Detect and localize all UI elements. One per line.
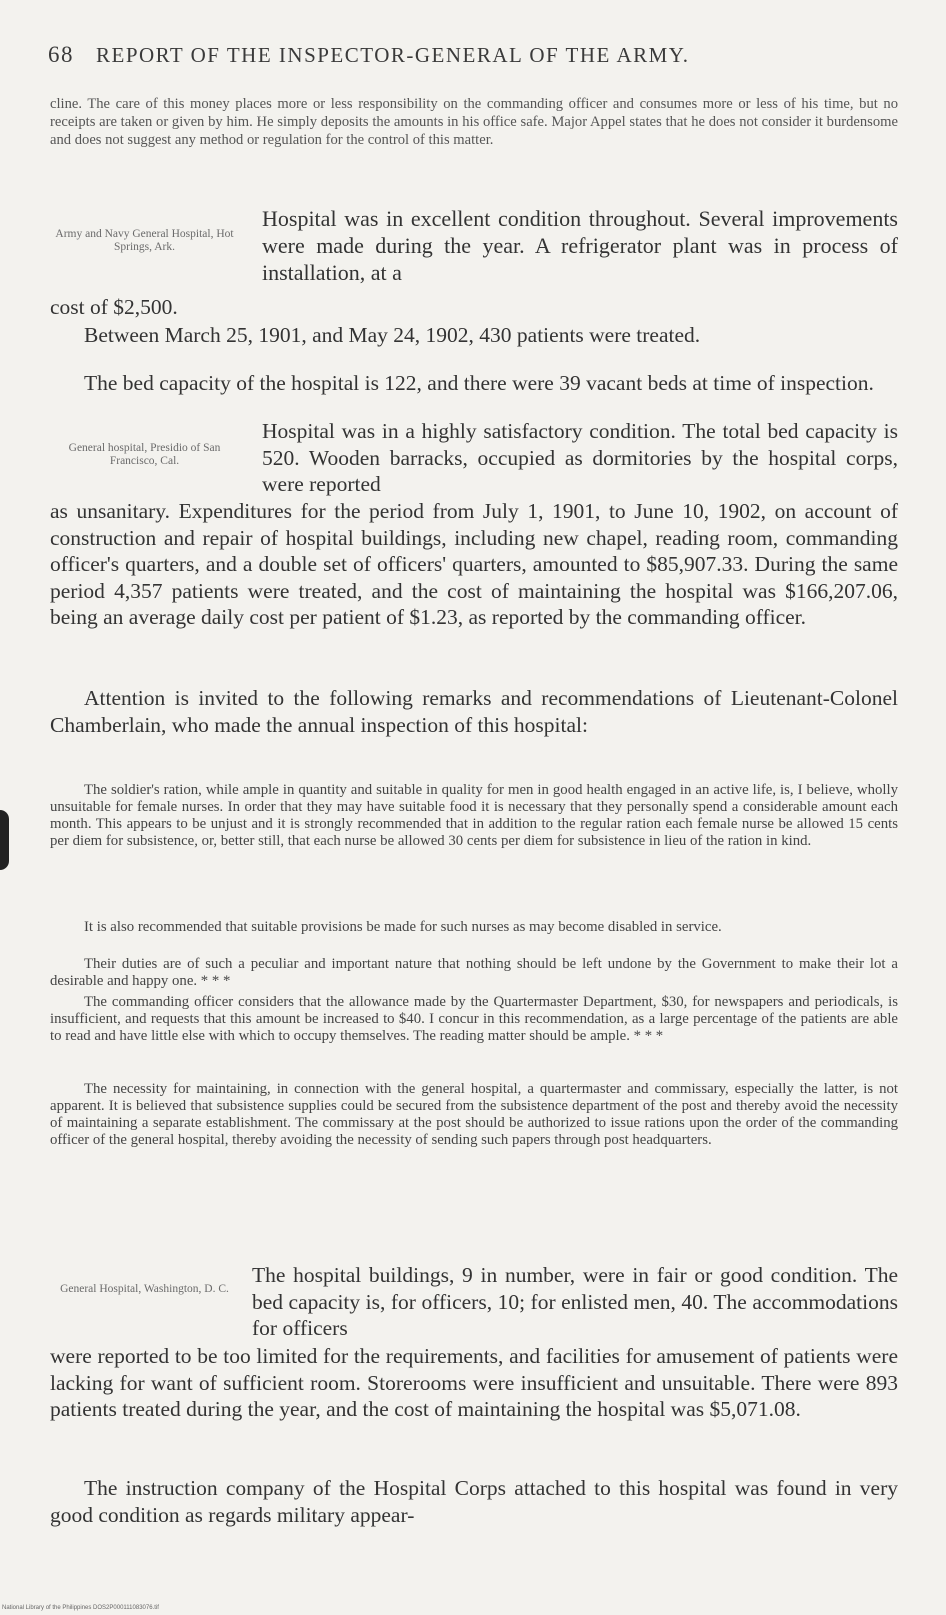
- washington-paragraph-end: were reported to be too limited for the requirements, and facilities for amusement of patients were lacking for want of sufficient room. Storerooms were insufficient and unsuitable. There were 893 patients treated during the year, and the cost of maintaining the hospital was $5,071.08.: [50, 1344, 898, 1421]
- instruction-company-paragraph: The instruction company of the Hospital Corps attached to this hospital was found in very good condition as regards military appear-: [50, 1476, 898, 1527]
- attention-paragraph: Attention is invited to the following remarks and recommendations of Lieutenant-Colonel Chamberlain, who made the annual inspection of this hospital:: [50, 686, 898, 737]
- quote-ration: The soldier's ration, while ample in quantity and suitable in quality for men in good health engaged in an active life, is, I believe, wholly unsuitable for female nurses. In order that they may have suitable food it is necessary that they personally spend a considerable amount each month. This appears to be unjust and it is strongly recommended that in addition to the regular ration each female nurse be allowed 15 cents per diem for subsistence, or, better still, that each nurse be allowed 30 cents per diem for subsistence in lieu of the ration in kind.: [50, 782, 898, 849]
- sidenote-presidio: General hospital, Presidio of San Francisco, Cal.: [68, 442, 221, 467]
- sidenote-hot-springs: Army and Navy General Hospital, Hot Springs, Ark.: [55, 228, 234, 253]
- washington-paragraph-last: The accommodations for officers: [252, 1289, 898, 1340]
- washington-paragraph-text: The hospital buildings, 9 in number, were in fair or good condition. The bed capacity is, for officers, 10; for enlisted men, 40.: [252, 1263, 898, 1314]
- page-number: 68: [48, 42, 74, 67]
- hot-springs-paragraph-end: cost of $2,500.: [50, 295, 178, 319]
- paragraph-continued: cline. The care of this money places more or less responsibility on the commanding officer and consumes more or less of his time, but no receipts are taken or given by him. He simply deposits the amounts in his office safe. Major Appel states that he does not consider it burdensome and does not suggest any method or regulation for the control of this matter.: [50, 96, 898, 148]
- quote-duties: Their duties are of such a peculiar and important nature that nothing should be left undone by the Government to make their lot a desirable and happy one. * * *: [50, 956, 898, 989]
- sidenote-washington: General Hospital, Washington, D. C.: [60, 1283, 229, 1295]
- running-title: REPORT OF THE INSPECTOR-GENERAL OF THE ARMY.: [96, 43, 690, 67]
- presidio-paragraph-end: as unsanitary. Expenditures for the period from July 1, 1901, to June 10, 1902, on account of construction and repair of hospital buildings, including new chapel, reading room, commanding officer's quarters, and a double set of officers' quarters, amounted to $85,907.33. During the same period 4,357 patients were treated, and the cost of maintaining the hospital was $166,207.06, being an average daily cost per patient of $1.23, as reported by the commanding officer.: [50, 499, 898, 629]
- patients-treated-paragraph: Between March 25, 1901, and May 24, 1902, 430 patients were treated.: [84, 323, 701, 347]
- hot-springs-paragraph: Hospital was in excellent condition throughout. Several improvements were made during the year. A refrigerator plant was in process of installation, at a: [262, 206, 898, 285]
- page-header: [48, 42, 908, 68]
- quote-commissary: The necessity for maintaining, in connection with the general hospital, a quartermaster and commissary, especially the latter, is not apparent. It is believed that subsistence supplies could be secured from the subsistence department of the post and thereby avoid the necessity of maintaining a separate establishment. The commissary at the post should be authorized to issue rations upon the order of the commanding officer of the general hospital, thereby avoiding the necessity of sending such papers through post headquarters.: [50, 1081, 898, 1148]
- scan-edge-mark: [0, 810, 9, 870]
- quote-disabled-nurses: It is also recommended that suitable provisions be made for such nurses as may become disabled in service.: [84, 919, 722, 935]
- bed-capacity-paragraph: The bed capacity of the hospital is 122, and there were 39 vacant beds at time of inspection.: [84, 371, 874, 395]
- washington-paragraph: [252, 1262, 898, 1342]
- quote-reading-allowance: The commanding officer considers that the allowance made by the Quartermaster Department, $30, for newspapers and periodicals, is insufficient, and requests that this amount be increased to $40. I concur in this recommendation, as a large percentage of the patients are able to read and have little else with which to occupy themselves. The reading matter should be ample. * * *: [50, 994, 898, 1044]
- scan-credit: National Library of the Philippines DOS2P000111083076.tif: [2, 1605, 159, 1611]
- presidio-paragraph: Hospital was in a highly satisfactory condition. The total bed capacity is 520. Wooden barracks, occupied as dormitories by the hospital corps, were reported: [262, 419, 898, 496]
